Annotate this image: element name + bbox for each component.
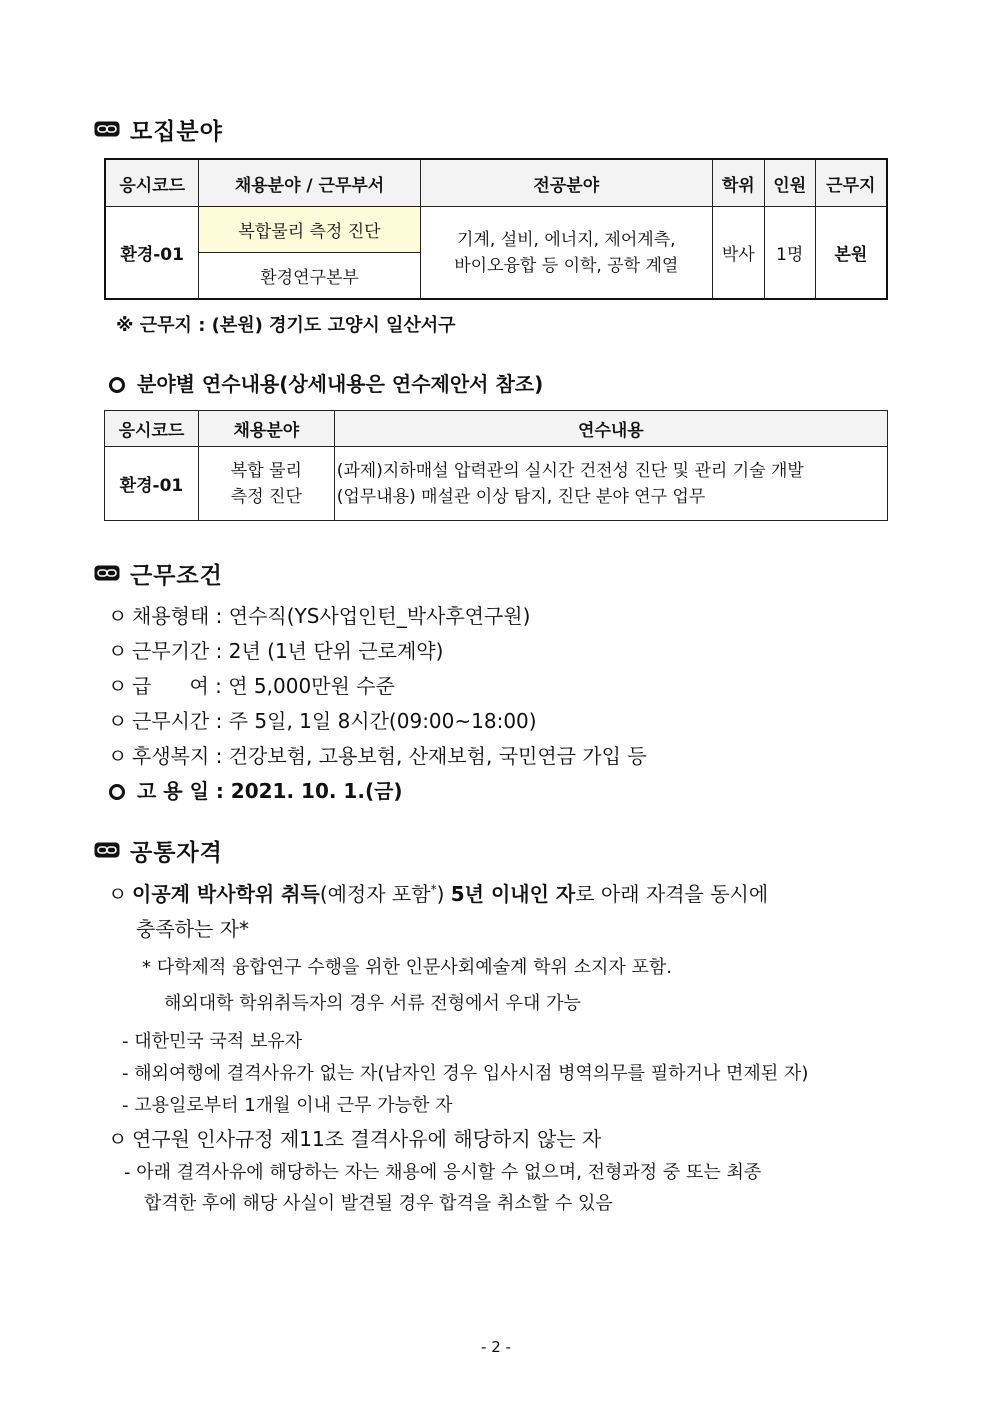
- cell-location: 본원: [815, 207, 887, 300]
- section-header-conditions: [94, 558, 223, 588]
- circle-bullet-icon: [109, 784, 125, 800]
- qualification-note-line-1: * 다학제적 융합연구 수행을 위한 인문사회예술계 학위 소지자 포함.: [142, 957, 672, 978]
- section-title: 공통자격: [130, 839, 223, 866]
- page-number: - 2 -: [481, 1338, 511, 1356]
- link-icon: [94, 121, 120, 137]
- cell-code: 환경-01: [105, 207, 199, 300]
- section-header-qualifications: [94, 835, 223, 865]
- header-location: 근무지: [815, 159, 887, 207]
- cell-code: 환경-01: [105, 447, 199, 521]
- condition-item: ㅇ 후생복지 : 건강보험, 고용보험, 산재보험, 국민연금 가입 등: [108, 744, 647, 768]
- section-header-recruitment: [94, 114, 223, 144]
- cell-count: 1명: [764, 207, 815, 300]
- hire-date: 고 용 일 : 2021. 10. 1.(금): [106, 775, 403, 804]
- qualification-note-line-2: 해외대학 학위취득자의 경우 서류 전형에서 우대 가능: [164, 993, 581, 1014]
- qualification-dash-2: - 해외여행에 결격사유가 없는 자(남자인 경우 입사시점 병역의무를 필하거나 면제된 자): [122, 1063, 809, 1084]
- link-icon: [94, 842, 120, 858]
- header-code: 응시코드: [105, 411, 199, 447]
- cell-degree: 박사: [712, 207, 764, 300]
- qualification-dash-4-line2: 합격한 후에 해당 사실이 발견될 경우 합격을 취소할 수 있음: [144, 1193, 613, 1214]
- qualification-dash-3: - 고용일로부터 1개월 이내 근무 가능한 자: [122, 1095, 453, 1116]
- condition-item: ㅇ 채용형태 : 연수직(YS사업인턴_박사후연구원): [108, 604, 531, 628]
- recruitment-table: [104, 158, 888, 300]
- condition-item: ㅇ 근무시간 : 주 5일, 1일 8시간(09:00~18:00): [108, 709, 537, 733]
- header-count: 인원: [764, 159, 815, 207]
- section-title: 근무조건: [130, 562, 223, 589]
- section-title: 모집분야: [130, 118, 223, 145]
- link-icon: [94, 565, 120, 581]
- content-line-2: (업무내용) 매설관 이상 탐지, 진단 분야 연구 업무: [336, 486, 706, 507]
- training-table: [104, 410, 888, 521]
- qualification-item-1-line2: 충족하는 자*: [136, 917, 249, 941]
- qualification-dash-4: - 아래 결격사유에 해당하는 자는 채용에 응시할 수 없으며, 전형과정 중 또는 최종: [124, 1162, 762, 1183]
- field-line-2: 측정 진단: [230, 486, 302, 507]
- cell-dept: 환경연구본부: [199, 253, 420, 300]
- subsection-training: [106, 368, 543, 397]
- header-degree: 학위: [712, 159, 764, 207]
- cell-major: [420, 207, 712, 300]
- location-note: ※ 근무지 : (본원) 경기도 고양시 일산서구: [116, 315, 456, 336]
- qualification-item-1: ㅇ 이공계 박사학위 취득(예정자 포함*) 5년 이내인 자로 아래 자격을 동시에: [108, 882, 769, 906]
- content-line-1: (과제)지하매설 압력관의 실시간 건전성 진단 및 관리 기술 개발: [336, 460, 804, 481]
- cell-field: [198, 447, 334, 521]
- cell-content: [334, 447, 887, 521]
- header-field: 채용분야 / 근무부서: [199, 159, 420, 207]
- circle-bullet-icon: [109, 377, 125, 393]
- header-major: 전공분야: [420, 159, 712, 207]
- condition-item: ㅇ 근무기간 : 2년 (1년 단위 근로계약): [108, 639, 444, 663]
- header-content: 연수내용: [334, 411, 887, 447]
- cell-field: 복합물리 측정 진단: [199, 207, 420, 253]
- field-line-1: 복합 물리: [230, 460, 302, 481]
- subsection-title: 분야별 연수내용(상세내용은 연수제안서 참조): [137, 372, 544, 396]
- header-code: 응시코드: [105, 159, 199, 207]
- major-line-2: 바이오융합 등 이학, 공학 계열: [454, 255, 679, 276]
- header-field: 채용분야: [198, 411, 334, 447]
- condition-item: ㅇ 급 여 : 연 5,000만원 수준: [108, 674, 395, 698]
- qualification-dash-1: - 대한민국 국적 보유자: [122, 1031, 303, 1052]
- major-line-1: 기계, 설비, 에너지, 제어계측,: [457, 229, 676, 250]
- qualification-item-2: ㅇ 연구원 인사규정 제11조 결격사유에 해당하지 않는 자: [108, 1127, 602, 1151]
